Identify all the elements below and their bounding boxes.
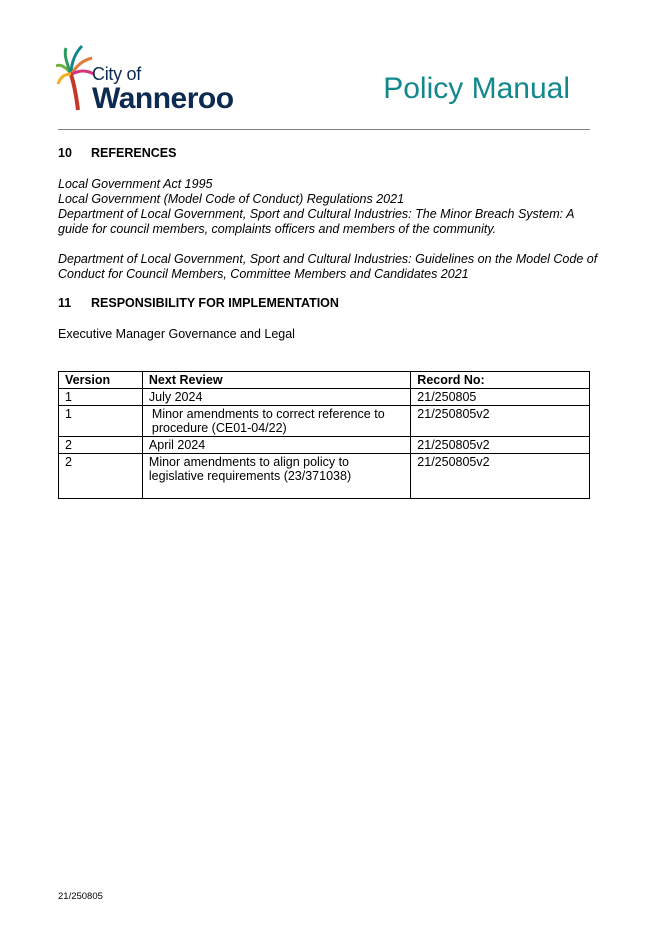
page-title: Policy Manual [383, 72, 570, 105]
section-11-heading [58, 296, 339, 310]
reference-item: Local Government (Model Code of Conduct) Regulations 2021 [58, 192, 405, 206]
section-10-number: 10 [58, 146, 72, 160]
section-10-title: REFERENCES [91, 146, 177, 160]
city-of-wanneroo-logo [56, 44, 256, 116]
column-header-next-review: Next Review [142, 372, 410, 389]
record-no-cell: 21/250805v2 [411, 406, 590, 437]
logo-wanneroo-text: Wanneroo [92, 82, 234, 115]
next-review-cell: Minor amendments to align policy to legislative requirements (23/371038) [142, 454, 410, 499]
references-list [58, 177, 598, 282]
version-cell: 1 [59, 389, 143, 406]
reference-item: Local Government Act 1995 [58, 177, 213, 191]
section-10-heading [58, 146, 176, 160]
table-row [59, 389, 590, 406]
record-no-cell: 21/250805 [411, 389, 590, 406]
logo-city-of-text: City of [92, 64, 141, 84]
section-11-number: 11 [58, 296, 72, 310]
next-review-cell: Minor amendments to correct reference to procedure (CE01-04/22) [142, 406, 410, 437]
section-11-title: RESPONSIBILITY FOR IMPLEMENTATION [91, 296, 339, 310]
version-cell: 2 [59, 454, 143, 499]
column-header-version: Version [59, 372, 143, 389]
version-cell: 1 [59, 406, 143, 437]
record-no-cell: 21/250805v2 [411, 437, 590, 454]
table-header-row [59, 372, 590, 389]
responsibility-text: Executive Manager Governance and Legal [58, 327, 295, 341]
grass-tree-icon [56, 44, 96, 112]
reference-item: Department of Local Government, Sport and Cultural Industries: The Minor Breach System: A guide for council members, complaints officers and members of the community. [58, 207, 574, 236]
version-table [58, 371, 590, 499]
table-row [59, 454, 590, 499]
table-row [59, 437, 590, 454]
version-cell: 2 [59, 437, 143, 454]
record-no-cell: 21/250805v2 [411, 454, 590, 499]
table-row [59, 406, 590, 437]
column-header-record-no: Record No: [411, 372, 590, 389]
next-review-cell: July 2024 [142, 389, 410, 406]
footer-record-number: 21/250805 [58, 891, 103, 902]
next-review-cell: April 2024 [142, 437, 410, 454]
reference-item: Department of Local Government, Sport and Cultural Industries: Guidelines on the Model Code of Conduct for Council Members, Committee Members and Candidates 2021 [58, 252, 598, 281]
header-divider [58, 129, 590, 130]
